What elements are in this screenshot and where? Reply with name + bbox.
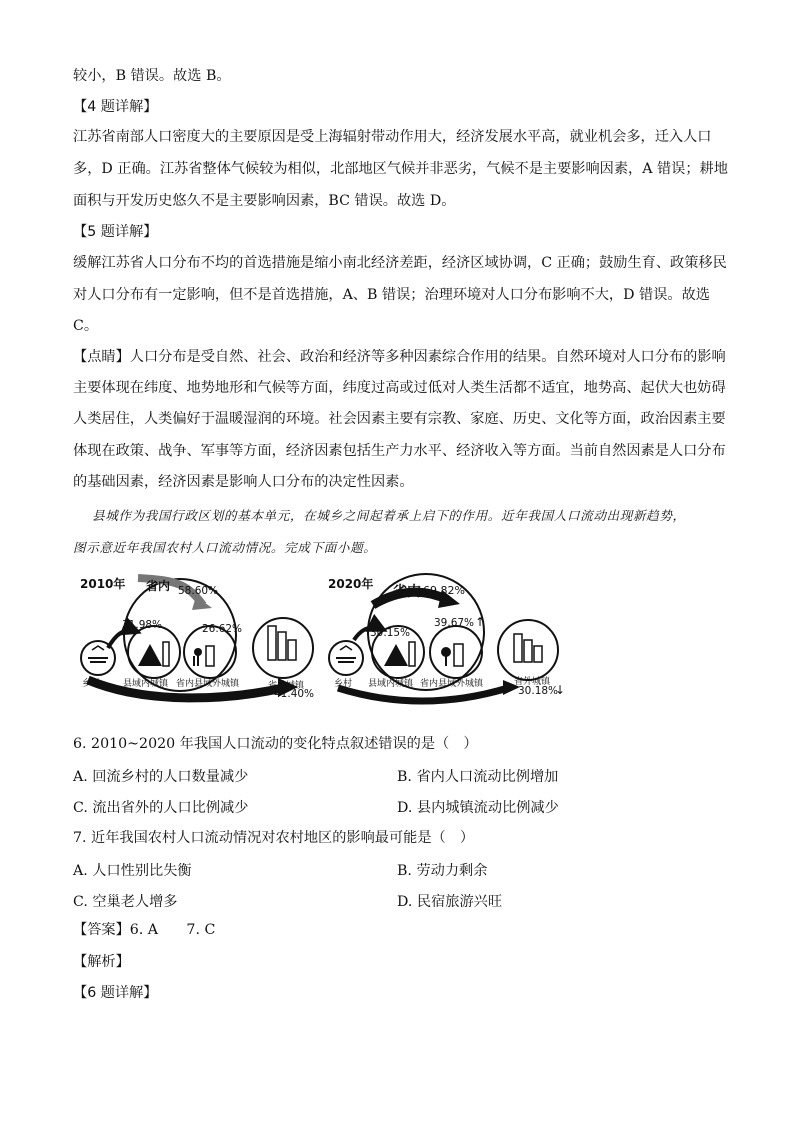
text-line-7: 缓解江苏省人口分布不均的首选措施是缩小南北经济差距，经济区域协调，C 正确；鼓励生育、政策移民 (73, 255, 727, 271)
value-2010-province: 58.60% (178, 585, 219, 597)
section-heading-q6: 【6 题详解】 (73, 985, 158, 1001)
province-label-2010: 省内 (146, 579, 171, 593)
label-county-town-2010: 县域内城镇 (123, 679, 169, 689)
text-line-13: 体现在政策、战争、军事等方面，经济因素包括生产力水平、经济收入等方面。当前自然因素是人口分布 (73, 443, 726, 459)
q7-option-b[interactable]: B. 劳动力剩余 (397, 863, 488, 879)
text-line-3: 江苏省南部人口密度大的主要原因是受上海辐射带动作用大，经济发展水平高，就业机会多，迁入人口 (73, 129, 712, 145)
value-2010-county: 31.98% (122, 619, 163, 631)
text-line-10: 【点睛】人口分布是受自然、社会、政治和经济等多种因素综合作用的结果。自然环境对人口分布的影响 (73, 349, 726, 365)
village-icon (88, 658, 108, 662)
text-line-5: 面积与开发历史悠久不是主要影响因素，BC 错误。故选 D。 (73, 193, 456, 209)
label-other-county-town-2020: 省内县域外城镇 (420, 679, 484, 689)
mountain-icon (138, 644, 162, 666)
q6-option-a[interactable]: A. 回流乡村的人口数量减少 (73, 769, 249, 785)
label-other-county-town-2010: 省内县域外城镇 (176, 679, 240, 689)
q7-stem: 7. 近年我国农村人口流动情况对农村地区的影响最可能是（ ） (73, 830, 475, 846)
building-icon (163, 642, 169, 666)
text-line-14: 的基础因素，经济因素是影响人口分布的决定性因素。 (73, 474, 414, 490)
text-line-4: 多，D 正确。江苏省整体气候较为相似，北部地区气候并非恶劣，气候不是主要影响因素，A 错误；耕地 (73, 161, 728, 177)
q6-option-d[interactable]: D. 县内城镇流动比例减少 (397, 800, 559, 816)
text-line-8: 对人口分布有一定影响，但不是首选措施，A、B 错误；治理环境对人口分布影响不大，D 错误。故选 (73, 287, 710, 303)
value-2020-other-county: 39.67% (434, 617, 475, 629)
down-arrow-icon: ↓ (555, 683, 566, 697)
county-flow-arrow-2010 (108, 630, 138, 648)
province-label-2020: 省内 (393, 584, 421, 600)
out-province-circle-2010 (253, 618, 313, 678)
label-out-province-2020: 省外城镇 (514, 677, 551, 687)
analysis-heading: 【解析】 (73, 954, 130, 970)
label-village-2020: 乡村 (334, 679, 353, 689)
tree-icon (194, 648, 202, 656)
label-county-town-2020: 县域内城镇 (368, 679, 414, 689)
q6-option-c[interactable]: C. 流出省外的人口比例减少 (73, 800, 249, 816)
text-line-11: 主要体现在纬度、地势地形和气候等方面，纬度过高或过低对人类生活都不适宜，地势高、起伏大也妨碍 (73, 380, 726, 396)
up-arrow-icon: ↑ (475, 615, 486, 629)
population-flow-figure (78, 570, 568, 720)
label-out-province-2010: 省外城镇 (268, 681, 305, 691)
text-line-12: 人类居住，人类偏好于温暖湿润的环境。社会因素主要有宗教、家庭、历史、文化等方面，政治因素主要 (73, 411, 726, 427)
value-2020-out: 30.18% (518, 685, 559, 697)
year-label-2010: 2010年 (80, 577, 126, 591)
answer-line (73, 920, 215, 940)
city-icon (268, 626, 276, 660)
text-line-1: 较小，B 错误。故选 B。 (73, 68, 231, 84)
year-label-2020: 2020年 (328, 577, 374, 591)
value-2010-other-county: 26.62% (202, 623, 243, 635)
section-heading-q5: 【5 题详解】 (73, 224, 158, 240)
q7-option-d[interactable]: D. 民宿旅游兴旺 (397, 894, 503, 910)
text-line-9: C。 (73, 318, 99, 334)
out-province-circle-2020 (498, 620, 558, 680)
q7-option-a[interactable]: A. 人口性别比失衡 (73, 863, 192, 879)
intro-line-1: 县城作为我国行政区划的基本单元，在城乡之间起着承上启下的作用。近年我国人口流动出现新趋势， (92, 508, 686, 523)
value-2020-county: 30.15% (370, 627, 411, 639)
q6-option-b[interactable]: B. 省内人口流动比例增加 (397, 769, 559, 785)
q6-stem: 6. 2010~2020 年我国人口流动的变化特点叙述错误的是（ ） (73, 736, 478, 752)
q7-option-c[interactable]: C. 空巢老人增多 (73, 894, 178, 910)
other-county-circle-2020 (430, 626, 482, 678)
intro-line-2: 图示意近年我国农村人口流动情况。完成下面小题。 (73, 540, 377, 555)
value-2010-out: 41.40% (274, 688, 315, 700)
answer-text: 6. A 7. C (129, 922, 216, 938)
label-village-2010: 乡村 (82, 679, 101, 689)
answer-label: 【答案】 (73, 922, 130, 938)
value-2020-province: 69.82% (423, 584, 465, 597)
section-heading-q4: 【4 题详解】 (73, 99, 158, 115)
